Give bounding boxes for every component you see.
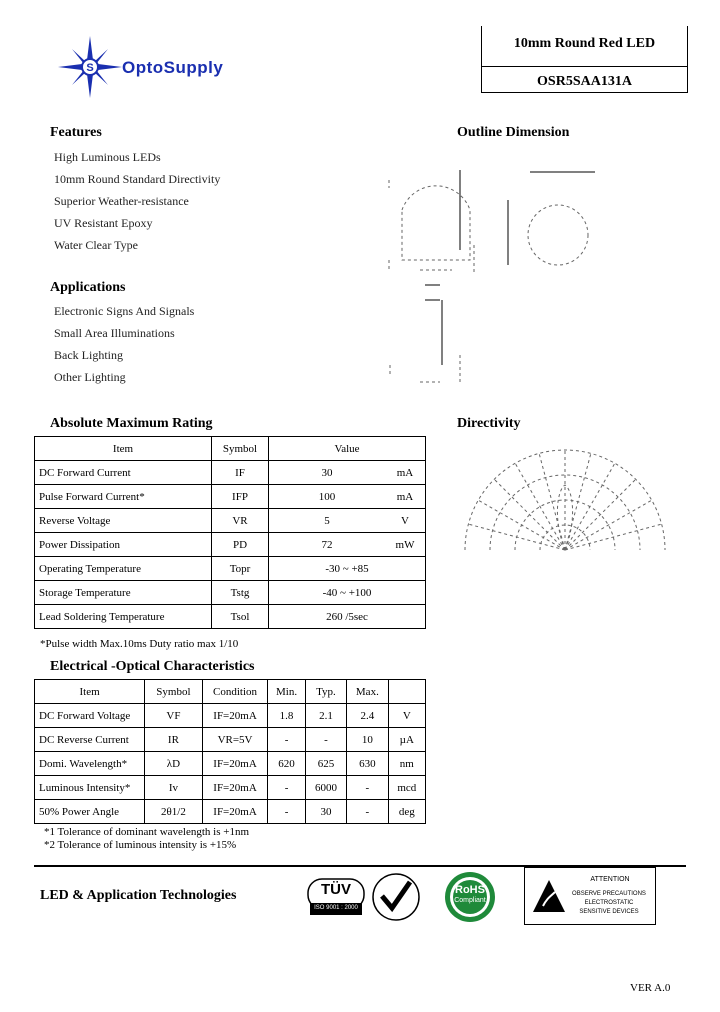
esd-attention-badge — [524, 867, 656, 925]
table-row — [35, 605, 426, 629]
application-item: Back Lighting — [54, 348, 123, 362]
directivity-heading: Directivity — [457, 416, 521, 431]
cell-symbol: VF — [145, 704, 203, 728]
cell-condition: IF=20mA — [202, 704, 268, 728]
part-number: OSR5SAA131A — [537, 74, 632, 89]
compliance-badge — [370, 872, 422, 922]
eo-table — [34, 679, 426, 824]
cell-value: -40 ~ +100 — [269, 581, 426, 605]
esd-warning-icon — [531, 878, 567, 914]
header-min: Min. — [268, 680, 305, 704]
table-row — [35, 461, 426, 485]
tuv-sub-label: ISO 9001 : 2000 — [314, 905, 358, 911]
features-heading: Features — [50, 125, 102, 140]
cell-symbol: Topr — [212, 557, 269, 581]
tuv-label: TÜV — [321, 881, 351, 898]
cell-symbol: IF — [212, 461, 269, 485]
cell-max: 630 — [347, 752, 388, 776]
cell-max: 10 — [347, 728, 388, 752]
cell-min: - — [268, 800, 305, 824]
cell-unit: deg — [388, 800, 425, 824]
cell-value: 30 — [269, 461, 386, 485]
cell-item: Lead Soldering Temperature — [35, 605, 212, 629]
cell-symbol: IFP — [212, 485, 269, 509]
esd-line: OBSERVE PRECAUTIONS — [572, 891, 646, 897]
brand-name: OptoSupply — [122, 58, 224, 77]
eo-note: *2 Tolerance of luminous intensity is +15% — [44, 839, 237, 851]
cell-value: -30 ~ +85 — [269, 557, 426, 581]
cell-min: 620 — [268, 752, 305, 776]
feature-item: Superior Weather-resistance — [54, 194, 189, 208]
esd-line: ELECTROSTATIC — [584, 900, 634, 906]
cell-item: Power Dissipation — [35, 533, 212, 557]
company-tagline: LED & Application Technologies — [40, 888, 237, 903]
cell-item: Operating Temperature — [35, 557, 212, 581]
header-condition: Condition — [202, 680, 268, 704]
abs-max-heading: Absolute Maximum Rating — [50, 416, 213, 431]
cell-unit: mW — [385, 533, 426, 557]
cell-condition: IF=20mA — [202, 776, 268, 800]
table-row — [35, 728, 426, 752]
table-row — [35, 800, 426, 824]
header-symbol: Symbol — [212, 437, 269, 461]
table-row — [35, 509, 426, 533]
header-symbol: Symbol — [145, 680, 203, 704]
feature-item: High Luminous LEDs — [54, 150, 161, 164]
abs-max-table — [34, 436, 426, 629]
cell-item: Storage Temperature — [35, 581, 212, 605]
cell-typ: 6000 — [305, 776, 346, 800]
applications-heading: Applications — [50, 280, 126, 295]
cell-item: DC Reverse Current — [35, 728, 145, 752]
cell-symbol: 2θ1/2 — [145, 800, 203, 824]
esd-lines — [565, 890, 653, 917]
table-header-row — [35, 437, 426, 461]
cell-typ: - — [305, 728, 346, 752]
cell-item: DC Forward Current — [35, 461, 212, 485]
header-typ: Typ. — [305, 680, 346, 704]
header-item: Item — [35, 680, 145, 704]
cell-condition: VR=5V — [202, 728, 268, 752]
cell-condition: IF=20mA — [202, 752, 268, 776]
version-label: VER A.0 — [630, 982, 671, 994]
header-max: Max. — [347, 680, 388, 704]
header-value: Value — [269, 437, 426, 461]
svg-text:S: S — [86, 62, 94, 74]
feature-item: 10mm Round Standard Directivity — [54, 172, 221, 186]
table-header-row — [35, 680, 426, 704]
table-row — [35, 485, 426, 509]
cell-symbol: Iv — [145, 776, 203, 800]
rohs-sub-label: Compliant — [454, 897, 486, 904]
cell-item: 50% Power Angle — [35, 800, 145, 824]
esd-line: SENSITIVE DEVICES — [579, 909, 639, 915]
outline-heading: Outline Dimension — [457, 125, 570, 140]
title-box — [481, 26, 688, 93]
cell-item: DC Forward Voltage — [35, 704, 145, 728]
cell-item: Pulse Forward Current* — [35, 485, 212, 509]
cell-unit: V — [385, 509, 426, 533]
cell-unit: mA — [385, 461, 426, 485]
tuv-badge — [306, 873, 366, 921]
checkmark-cert-icon — [370, 872, 422, 922]
cell-value: 5 — [269, 509, 386, 533]
application-item: Small Area Illuminations — [54, 326, 175, 340]
header-item: Item — [35, 437, 212, 461]
cell-symbol: Tsol — [212, 605, 269, 629]
cell-value: 260 /5sec — [269, 605, 426, 629]
cell-unit: µA — [388, 728, 425, 752]
cell-unit: mA — [385, 485, 426, 509]
table-row — [35, 533, 426, 557]
cell-symbol: VR — [212, 509, 269, 533]
feature-item: UV Resistant Epoxy — [54, 216, 153, 230]
application-item: Other Lighting — [54, 370, 126, 384]
cell-item: Luminous Intensity* — [35, 776, 145, 800]
eo-note: *1 Tolerance of dominant wavelength is +1nm — [44, 826, 250, 838]
product-title: 10mm Round Red LED — [513, 36, 656, 51]
cell-symbol: λD — [145, 752, 203, 776]
cell-symbol: PD — [212, 533, 269, 557]
table-row — [35, 581, 426, 605]
cell-min: - — [268, 728, 305, 752]
eo-heading: Electrical -Optical Characteristics — [50, 659, 255, 674]
table-row — [35, 704, 426, 728]
cell-value: 100 — [269, 485, 386, 509]
cell-max: 2.4 — [347, 704, 388, 728]
header-unit — [388, 680, 425, 704]
cell-item: Domi. Wavelength* — [35, 752, 145, 776]
cell-min: 1.8 — [268, 704, 305, 728]
cell-max: - — [347, 776, 388, 800]
rohs-badge — [436, 870, 504, 924]
table-row — [35, 752, 426, 776]
cell-max: - — [347, 800, 388, 824]
feature-item: Water Clear Type — [54, 238, 138, 252]
cell-typ: 2.1 — [305, 704, 346, 728]
cell-typ: 625 — [305, 752, 346, 776]
abs-max-note: *Pulse width Max.10ms Duty ratio max 1/10 — [40, 638, 239, 650]
cell-min: - — [268, 776, 305, 800]
directivity-chart — [455, 445, 675, 555]
table-row — [35, 557, 426, 581]
cell-typ: 30 — [305, 800, 346, 824]
application-item: Electronic Signs And Signals — [54, 304, 195, 318]
table-row — [35, 776, 426, 800]
cell-condition: IF=20mA — [202, 800, 268, 824]
cell-unit: V — [388, 704, 425, 728]
rohs-label: RoHS — [455, 884, 485, 896]
cell-unit: nm — [388, 752, 425, 776]
outline-drawing — [380, 160, 610, 395]
esd-title: ATTENTION — [590, 876, 630, 883]
cell-symbol: Tstg — [212, 581, 269, 605]
cell-value: 72 — [269, 533, 386, 557]
cell-unit: mcd — [388, 776, 425, 800]
cell-symbol: IR — [145, 728, 203, 752]
cell-item: Reverse Voltage — [35, 509, 212, 533]
star-logo-icon — [58, 36, 128, 98]
